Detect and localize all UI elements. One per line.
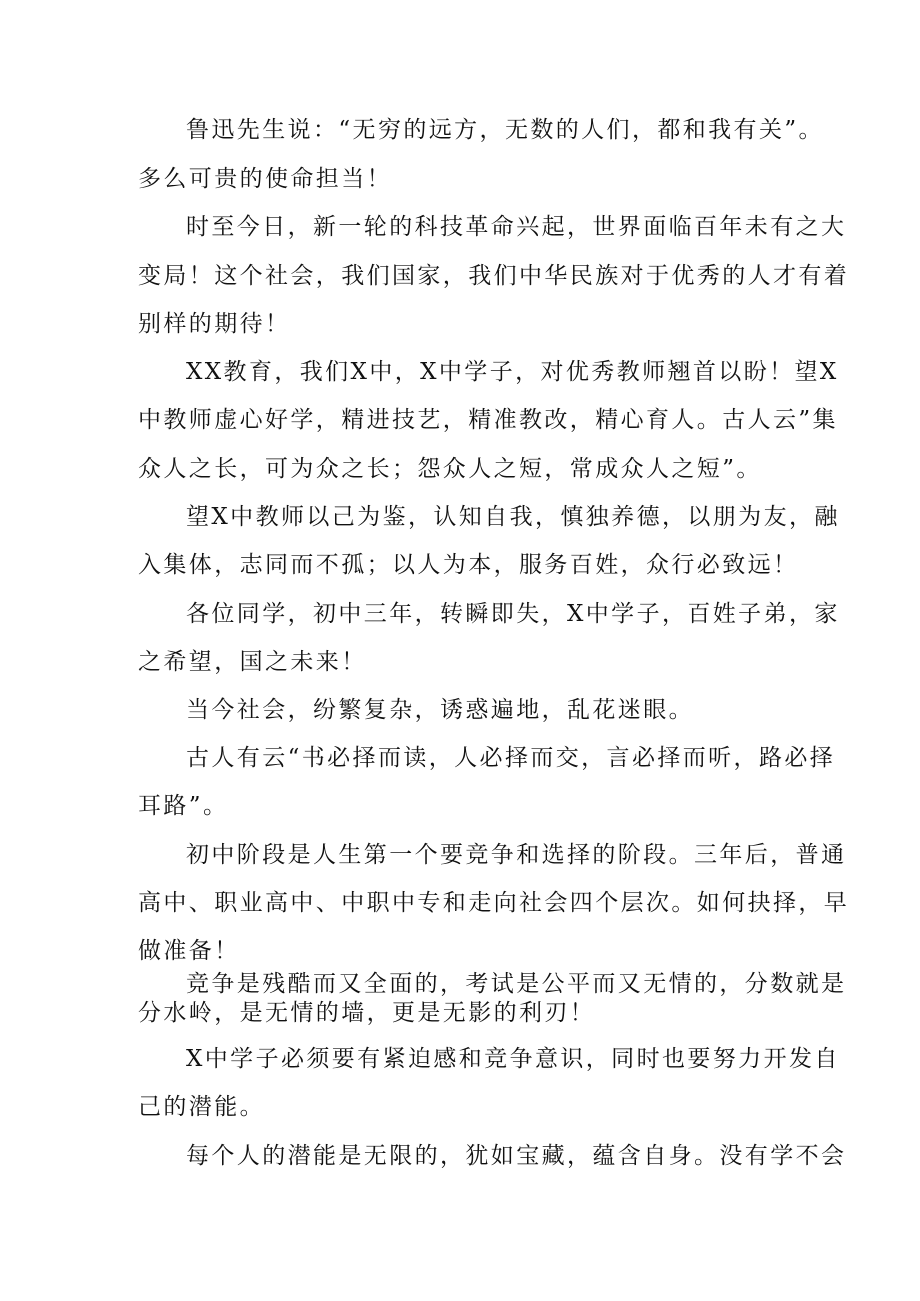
paragraph-line: 古人有云“书必择而读，人必择而交，言必择而听，路必择 [186,745,836,771]
paragraph-line: 入集体，志同而不孤；以人为本，服务百姓，众行必致远！ [138,552,799,578]
paragraph-line: 多么可贵的使命担当！ [138,166,392,192]
paragraph-line: 望X中教师以己为鉴，认知自我，慎独养德，以朋为友，融 [186,504,840,530]
paragraph-line: 变局！这个社会，我们国家，我们中华民族对于优秀的人才有着 [138,263,850,289]
paragraph-line: 己的潜能。 [138,1094,265,1120]
paragraph-line: 分水岭，是无情的墙，更是无影的利刃！ [138,1000,596,1026]
paragraph-line: 初中阶段是人生第一个要竞争和选择的阶段。三年后，普通 [186,842,847,868]
paragraph-line: 中教师虚心好学，精进技艺，精准教改，精心育人。古人云”集 [138,407,838,433]
paragraph-line: 做准备！ [138,938,240,964]
paragraph-line: 时至今日，新一轮的科技革命兴起，世界面临百年未有之大 [186,214,847,240]
paragraph-line: 之希望，国之未来！ [138,649,367,675]
paragraph-line: 众人之长，可为众之长；怨众人之短，常成众人之短”。 [138,456,762,482]
paragraph-line: 高中、职业高中、中职中专和走向社会四个层次。如何抉择，早 [138,890,850,916]
paragraph-line: 鲁迅先生说：“无穷的远方，无数的人们，都和我有关”。 [186,117,824,143]
paragraph-line: XX教育，我们X中，X中学子，对优秀教师翘首以盼！望X [186,359,839,385]
paragraph-line: 别样的期待！ [138,311,291,337]
paragraph-line: 竞争是残酷而又全面的，考试是公平而又无情的，分数就是 [186,971,847,997]
paragraph-line: 各位同学，初中三年，转瞬即失，X中学子，百姓子弟，家 [186,601,840,627]
paragraph-line: 每个人的潜能是无限的，犹如宝藏，蕴含自身。没有学不会 [186,1143,847,1169]
paragraph-line: 耳路”。 [138,793,229,819]
paragraph-line: X中学子必须要有紧迫感和竞争意识，同时也要努力开发自 [186,1046,840,1072]
paragraph-line: 当今社会，纷繁复杂，诱惑遍地，乱花迷眼。 [186,697,694,723]
